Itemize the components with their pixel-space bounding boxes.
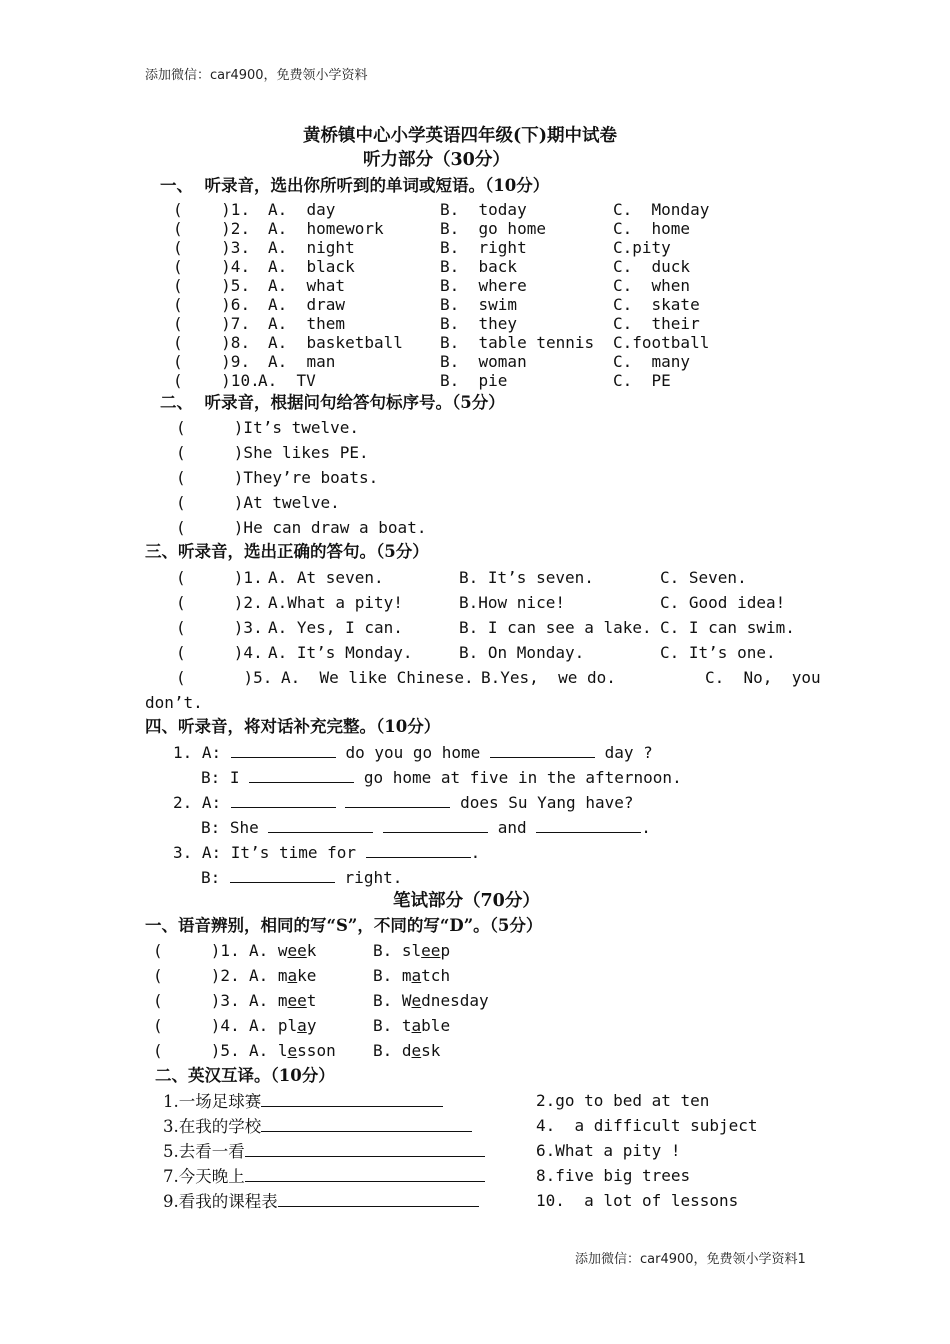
option-c: C. when [613, 276, 691, 295]
answer-bracket[interactable]: ( [176, 568, 234, 587]
answer-bracket[interactable]: ( [173, 314, 222, 333]
option-a: A. play [249, 1016, 317, 1035]
option-c: C. skate [613, 295, 700, 314]
answer-bracket[interactable]: ( [173, 219, 222, 238]
list-item: ( )1. [153, 941, 240, 960]
answer-bracket[interactable]: ( [176, 643, 234, 662]
option-a: A. black [268, 257, 355, 276]
list-item: ( )4. [176, 643, 263, 662]
option-b: B. desk [373, 1041, 441, 1060]
written-s1-heading: 一、语音辨别，相同的写“S”，不同的写“D”。（5分） [145, 916, 543, 935]
answer-bracket[interactable]: ( [153, 941, 211, 960]
answer-blank[interactable] [536, 817, 641, 833]
option-c: C. Good idea! [660, 593, 786, 612]
option-c: C. many [613, 352, 691, 371]
option-a: A. meet [249, 991, 317, 1010]
option-b: B. I can see a lake. [459, 618, 652, 637]
answer-bracket[interactable]: ( [173, 371, 222, 390]
answer-bracket[interactable]: ( [176, 418, 234, 437]
translation-item: 2.go to bed at ten [536, 1091, 710, 1110]
answer-bracket[interactable]: ( [176, 518, 234, 537]
translation-item: 8.five big trees [536, 1166, 691, 1185]
answer-blank[interactable] [268, 817, 373, 833]
list-item: ( )3. [173, 238, 251, 257]
option-a: A. TV [258, 371, 316, 390]
translation-item: 5.去看一看 [163, 1141, 485, 1162]
option-b: B. today [440, 200, 527, 219]
translation-item: 4. a difficult subject [536, 1116, 758, 1135]
answer-blank[interactable] [245, 1166, 485, 1182]
answer-blank[interactable] [383, 817, 488, 833]
answer-blank[interactable] [261, 1116, 472, 1132]
list-item: ( )6. [173, 295, 251, 314]
option-b: B.How nice! [459, 593, 565, 612]
listening-s3-heading: 三、听录音，选出正确的答句。（5分） [145, 542, 429, 561]
option-c: C. I can swim. [660, 618, 795, 637]
option-c: C.football [613, 333, 710, 352]
option-c: C. Monday [613, 200, 710, 219]
answer-blank[interactable] [231, 742, 336, 758]
answer-bracket[interactable]: ( [176, 618, 234, 637]
answer-bracket[interactable]: ( [176, 593, 234, 612]
option-a: A.What a pity! [268, 593, 403, 612]
option-a: A. day [268, 200, 336, 219]
answer-bracket[interactable]: ( [153, 1041, 211, 1060]
option-a: A. homework [268, 219, 384, 238]
answer-blank[interactable] [345, 792, 450, 808]
list-item: ( )She likes PE. [176, 443, 369, 462]
list-item: ( )2. [173, 219, 251, 238]
listening-s1-heading: 一、 听录音，选出你所听到的单词或短语。（10分） [160, 176, 550, 195]
answer-blank[interactable] [490, 742, 595, 758]
page-footer: 添加微信：car4900，免费领小学资料1 [575, 1252, 806, 1267]
dialogue-line: B: She and . [201, 818, 651, 837]
option-a: A. week [249, 941, 317, 960]
option-a: A. make [249, 966, 317, 985]
answer-blank[interactable] [249, 767, 354, 783]
option-a: A. Yes, I can. [268, 618, 403, 637]
translation-item: 1.一场足球赛 [163, 1091, 443, 1112]
list-item: ( )10. [173, 371, 260, 390]
dialogue-line: B: I go home at five in the afternoon. [201, 768, 682, 787]
answer-blank[interactable] [278, 1191, 479, 1207]
answer-bracket[interactable]: ( [153, 966, 211, 985]
option-c: C. PE [613, 371, 671, 390]
exam-title: 黄桥镇中心小学英语四年级(下)期中试卷 [303, 126, 618, 146]
option-b: B. Wednesday [373, 991, 489, 1010]
option-a: A. what [268, 276, 346, 295]
option-b: B. match [373, 966, 451, 985]
option-a: A. It’s Monday. [268, 643, 413, 662]
dialogue-line: 1. A: do you go home day ? [173, 743, 653, 762]
option-c: C. duck [613, 257, 691, 276]
written-heading: 笔试部分（70分） [393, 891, 540, 911]
answer-bracket[interactable]: ( [176, 468, 234, 487]
option-c: C. Seven. [660, 568, 747, 587]
answer-bracket[interactable]: ( [176, 493, 234, 512]
list-item: ( )2. [153, 966, 240, 985]
answer-bracket[interactable]: ( [173, 295, 222, 314]
page-header: 添加微信：car4900，免费领小学资料 [145, 68, 368, 83]
option-b: B. right [440, 238, 527, 257]
option-b: B. table [373, 1016, 451, 1035]
option-c: C. home [613, 219, 691, 238]
dialogue-line: 2. A: does Su Yang have? [173, 793, 634, 812]
option-b: B. sleep [373, 941, 451, 960]
list-item: ( )1. [176, 568, 263, 587]
list-item: ( )4. [173, 257, 251, 276]
answer-blank[interactable] [245, 1141, 485, 1157]
translation-item: 7.今天晚上 [163, 1166, 485, 1187]
listening-s4-heading: 四、听录音，将对话补充完整。（10分） [145, 717, 441, 736]
list-item: ( )1. [173, 200, 251, 219]
answer-bracket[interactable]: ( [173, 352, 222, 371]
list-item: ( )2. [176, 593, 263, 612]
dialogue-line: 3. A: It’s time for . [173, 843, 481, 862]
option-a: A. basketball [268, 333, 403, 352]
option-c-continuation: don’t. [145, 693, 203, 712]
option-a: A. them [268, 314, 346, 333]
option-b: B. It’s seven. [459, 568, 594, 587]
option-b: B. go home [440, 219, 546, 238]
list-item: ( )3. [153, 991, 240, 1010]
option-b: B.Yes, we do. [481, 668, 616, 687]
option-b: B. swim [440, 295, 518, 314]
answer-bracket[interactable]: ( [173, 333, 222, 352]
list-item: ( )5. [176, 668, 273, 687]
option-a: A. We like Chinese. [281, 668, 474, 687]
list-item: ( )They’re boats. [176, 468, 379, 487]
list-item: ( )7. [173, 314, 251, 333]
answer-bracket[interactable]: ( [173, 276, 222, 295]
list-item: ( )9. [173, 352, 251, 371]
option-b: B. pie [440, 371, 508, 390]
answer-blank[interactable] [261, 1091, 443, 1107]
listening-heading: 听力部分（30分） [363, 150, 510, 170]
list-item: ( )5. [153, 1041, 240, 1060]
list-item: ( )3. [176, 618, 263, 637]
dialogue-line: B: right. [201, 868, 403, 887]
list-item: ( )4. [153, 1016, 240, 1035]
answer-bracket[interactable]: ( [173, 200, 222, 219]
answer-bracket[interactable]: ( [153, 1016, 211, 1035]
option-c: C. No, you [705, 668, 821, 687]
answer-blank[interactable] [366, 842, 471, 858]
answer-bracket[interactable]: ( [176, 443, 234, 462]
list-item: ( )At twelve. [176, 493, 340, 512]
option-b: B. they [440, 314, 518, 333]
option-a: A. man [268, 352, 336, 371]
option-b: B. On Monday. [459, 643, 585, 662]
written-s2-heading: 二、英汉互译。（10分） [155, 1066, 335, 1085]
page-number: 1 [797, 1252, 806, 1267]
answer-bracket[interactable]: ( [173, 257, 222, 276]
option-b: B. back [440, 257, 518, 276]
option-a: A. lesson [249, 1041, 336, 1060]
list-item: ( )5. [173, 276, 251, 295]
option-b: B. table tennis [440, 333, 595, 352]
list-item: ( )He can draw a boat. [176, 518, 427, 537]
answer-bracket[interactable]: ( [153, 991, 211, 1010]
answer-bracket[interactable]: ( [173, 238, 222, 257]
option-a: A. draw [268, 295, 346, 314]
answer-blank[interactable] [230, 867, 335, 883]
listening-s2-heading: 二、 听录音，根据问句给答句标序号。（5分） [160, 393, 505, 412]
option-b: B. woman [440, 352, 527, 371]
option-a: A. At seven. [268, 568, 384, 587]
option-b: B. where [440, 276, 527, 295]
translation-item: 3.在我的学校 [163, 1116, 472, 1137]
answer-bracket[interactable]: ( [176, 668, 244, 687]
list-item: ( )8. [173, 333, 251, 352]
answer-blank[interactable] [231, 792, 336, 808]
option-a: A. night [268, 238, 355, 257]
option-c: C. their [613, 314, 700, 333]
list-item: ( )It’s twelve. [176, 418, 360, 437]
option-c: C.pity [613, 238, 671, 257]
option-c: C. It’s one. [660, 643, 776, 662]
translation-item: 6.What a pity ! [536, 1141, 681, 1160]
translation-item: 9.看我的课程表 [163, 1191, 479, 1212]
translation-item: 10. a lot of lessons [536, 1191, 739, 1210]
